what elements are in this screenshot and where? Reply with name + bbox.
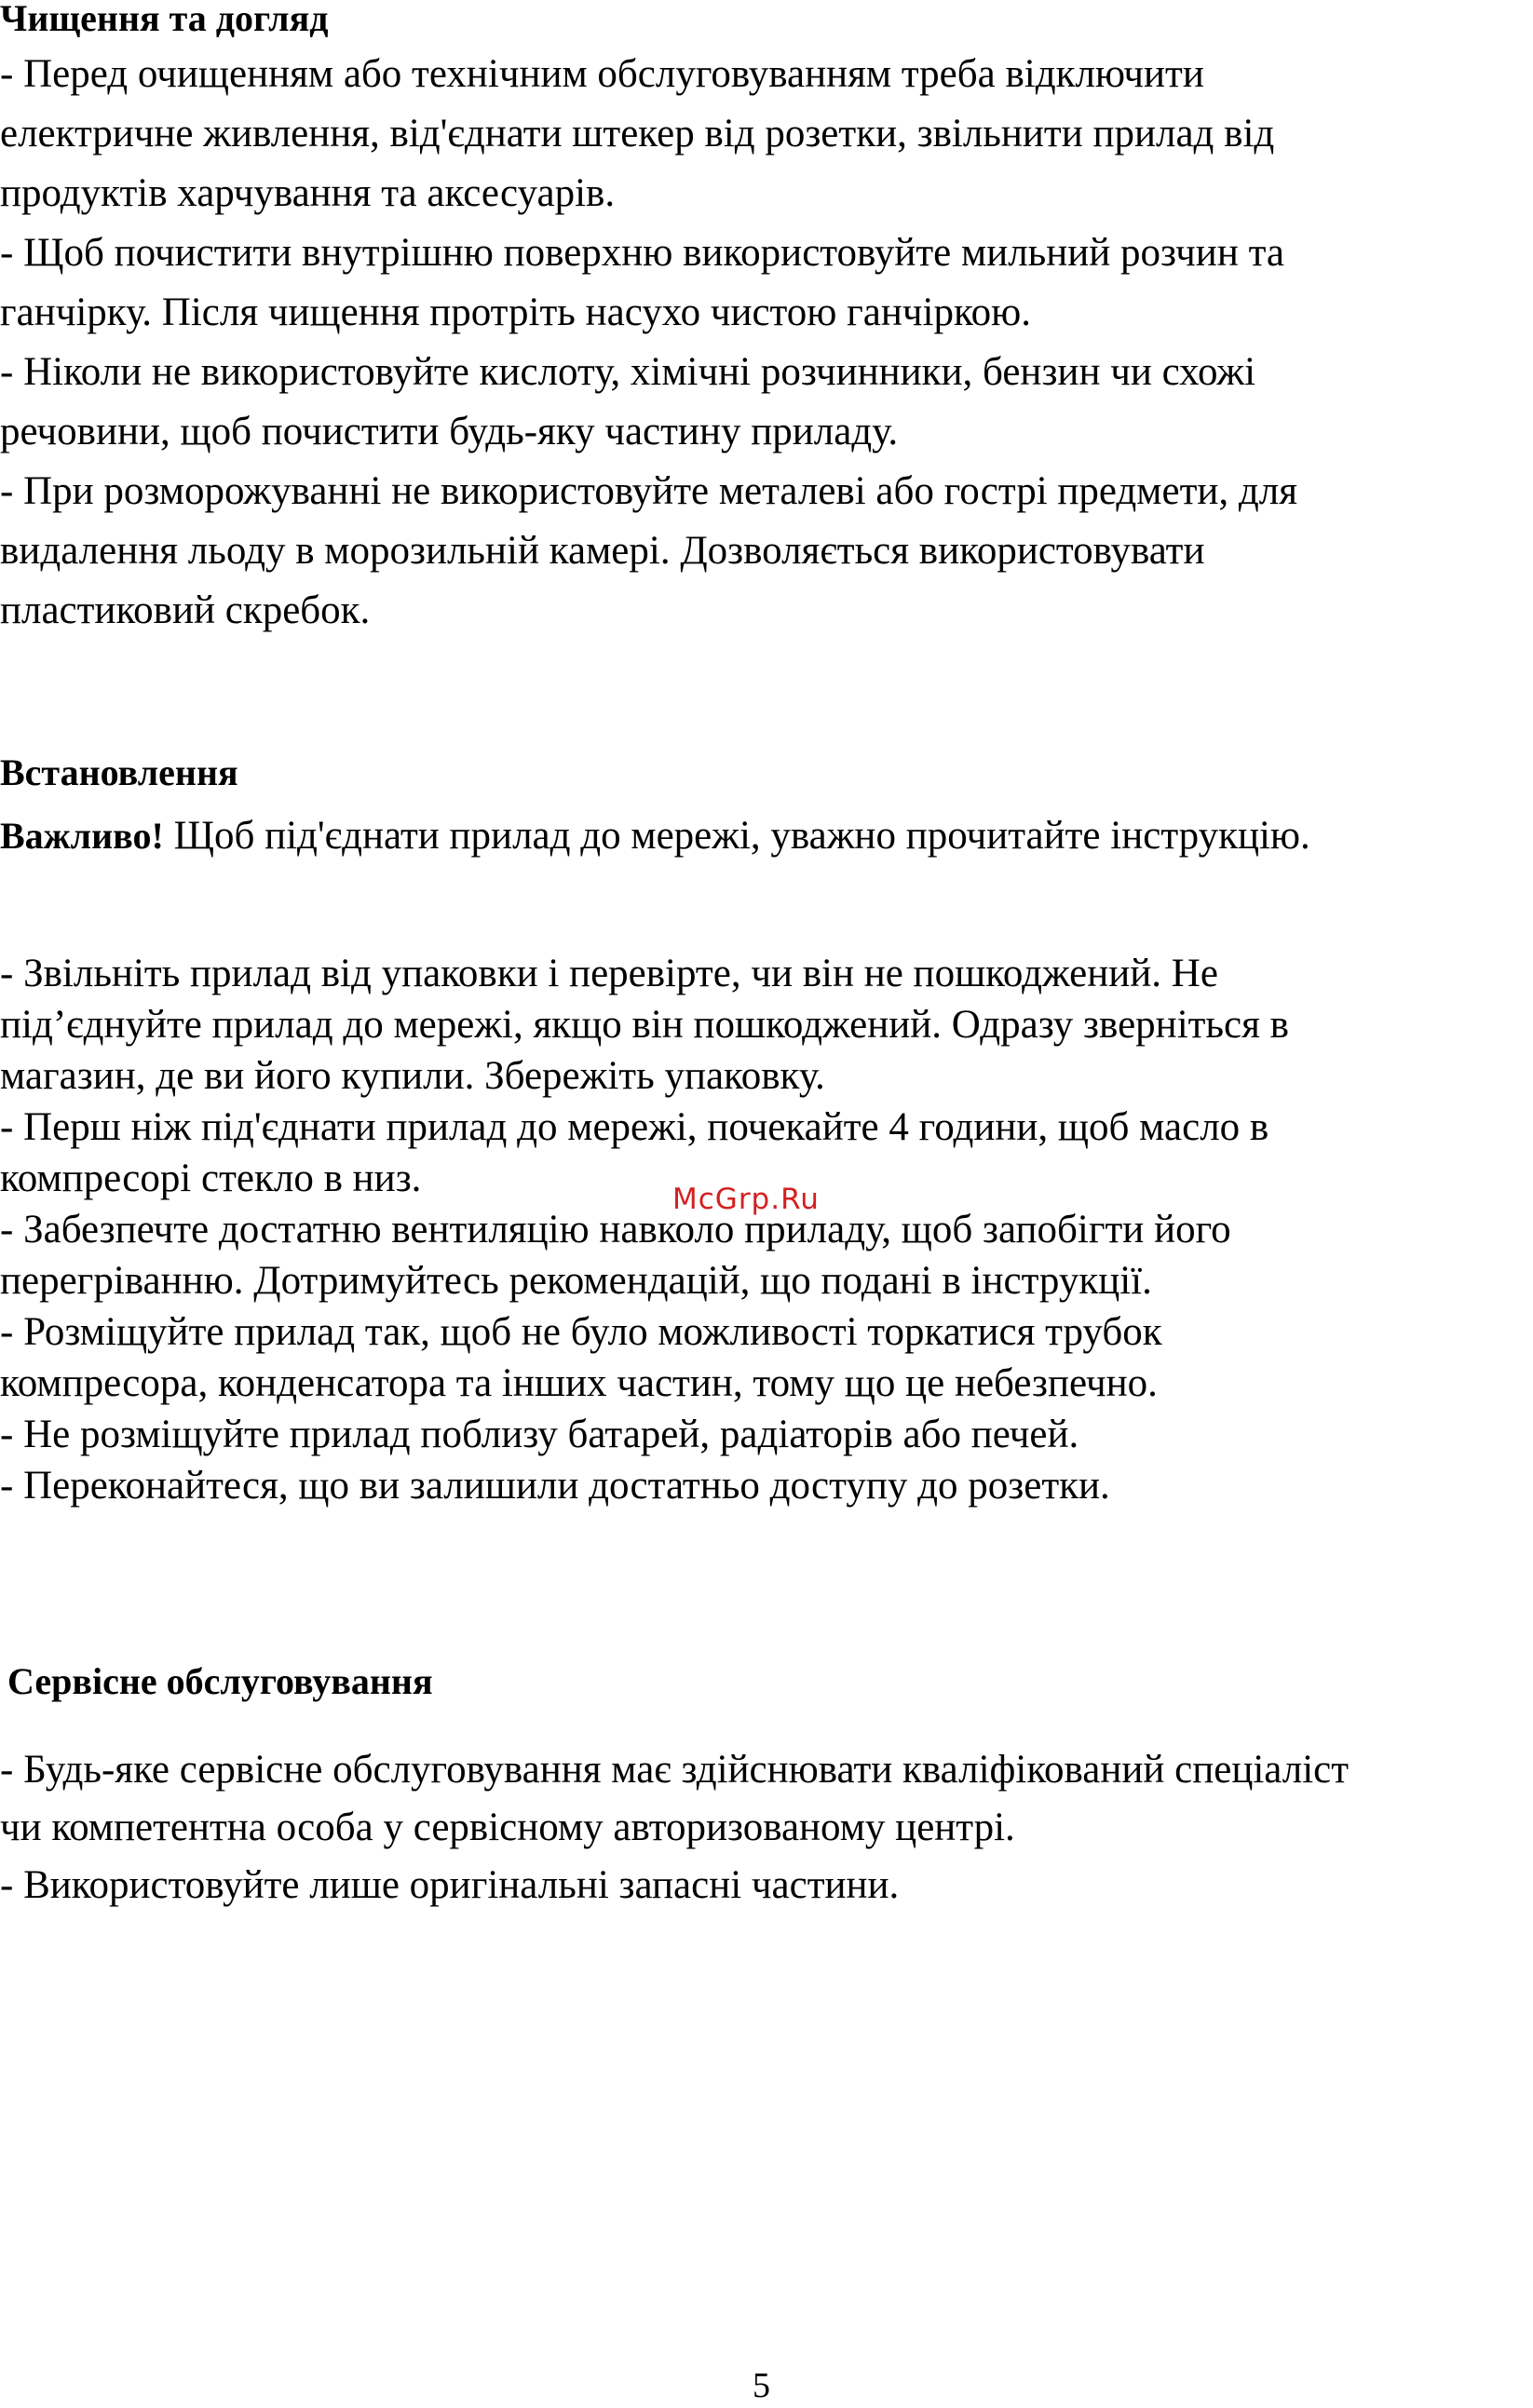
text-line: - Переконайтеся, що ви залишили достатньо доступу до розетки. xyxy=(0,1464,1110,1508)
text-line: - Звільніть прилад від упаковки і перевірте, чи він не пошкоджений. Не xyxy=(0,952,1218,995)
cleaning-paragraph xyxy=(0,45,1297,641)
service-paragraph xyxy=(0,1741,1349,1914)
text-line: продуктів харчування та аксесуарів. xyxy=(0,171,616,215)
text-line: - Використовуйте лише оригінальні запасні частини. xyxy=(0,1863,900,1907)
installation-paragraph xyxy=(0,948,1289,1511)
watermark: McGrp.Ru xyxy=(672,1183,820,1216)
text-line: компресора, конденсатора та інших частин, тому що це небезпечно. xyxy=(0,1361,1158,1405)
text-line: - Розміщуйте прилад так, щоб не було можливості торкатися трубок xyxy=(0,1310,1162,1354)
text-line: - Будь-яке сервісне обслуговування має здійснювати кваліфікований спеціаліст xyxy=(0,1748,1350,1792)
text-line: - Ніколи не використовуйте кислоту, хімічні розчинники, бензин чи схожі xyxy=(0,350,1256,394)
text-line: компресорі стекло в низ. xyxy=(0,1157,422,1200)
text-line: - Щоб почистити внутрішню поверхню використовуйте мильний розчин та xyxy=(0,231,1284,275)
text-line: - Не розміщуйте прилад поблизу батарей, радіаторів або печей. xyxy=(0,1413,1079,1456)
text-line: під’єднуйте прилад до мережі, якщо він пошкоджений. Одразу зверніться в xyxy=(0,1003,1289,1047)
text-line: ганчірку. Після чищення протріть насухо чистою ганчіркою. xyxy=(0,291,1032,334)
text-line: - Перед очищенням або технічним обслуговуванням треба відключити xyxy=(0,52,1204,96)
cleaning-heading: Чищення та догляд xyxy=(0,0,329,39)
text-line: чи компетентна особа у сервісному авторизованому центрі. xyxy=(0,1806,1015,1849)
text-line: перегріванню. Дотримуйтесь рекомендацій, що подані в інструкції. xyxy=(0,1259,1152,1303)
installation-heading: Встановлення xyxy=(0,751,238,793)
text-line: речовини, щоб почистити будь-яку частину приладу. xyxy=(0,410,899,453)
text-line: - Перш ніж під'єднати прилад до мережі, почекайте 4 години, щоб масло в xyxy=(0,1105,1269,1149)
text-line: електричне живлення, від'єднати штекер від розетки, звільнити прилад від xyxy=(0,112,1275,156)
important-label: Важливо! xyxy=(0,815,164,857)
page-number: 5 xyxy=(753,2366,770,2405)
text-line: видалення льоду в морозильній камері. Дозволяється використовувати xyxy=(0,529,1205,573)
important-note xyxy=(0,808,1310,864)
text-line: - Забезпечте достатню вентиляцію навколо приладу, щоб запобігти його xyxy=(0,1208,1231,1251)
important-text: Щоб під'єднати прилад до мережі, уважно прочитайте інструкцію. xyxy=(163,814,1310,858)
service-heading: Сервісне обслуговування xyxy=(7,1660,433,1702)
text-line: магазин, де ви його купили. Збережіть упаковку. xyxy=(0,1054,825,1098)
text-line: - При розморожуванні не використовуйте металеві або гострі предмети, для xyxy=(0,469,1298,513)
text-line: пластиковий скребок. xyxy=(0,588,371,632)
